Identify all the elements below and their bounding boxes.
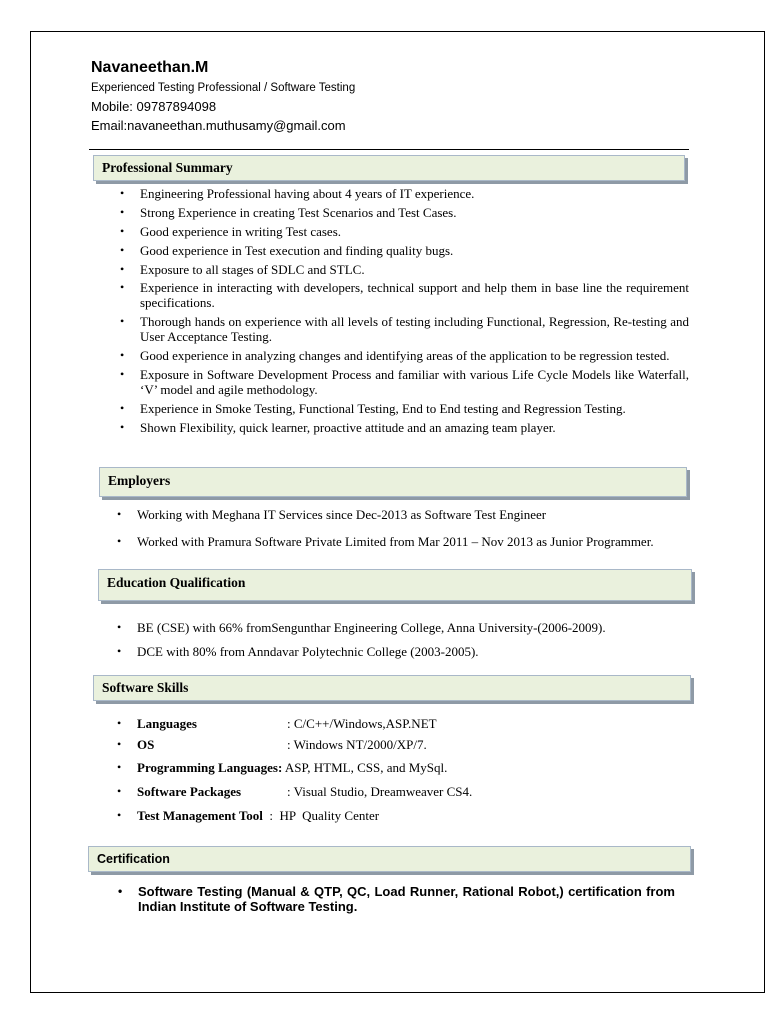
list-item: • Engineering Professional having about 4 years of IT experience.	[117, 186, 689, 201]
list-item: • DCE with 80% from Anndavar Polytechnic College (2003-2005).	[114, 644, 694, 659]
list-item: • Good experience in writing Test cases.	[117, 224, 689, 239]
list-item: • Strong Experience in creating Test Scenarios and Test Cases.	[117, 205, 689, 220]
candidate-title: Experienced Testing Professional / Software Testing	[91, 82, 356, 94]
resume-header	[91, 57, 355, 135]
email-address: Email:navaneethan.muthusamy@gmail.com	[91, 118, 346, 133]
candidate-name: Navaneethan.M	[91, 59, 209, 76]
skill-label: Software Packages	[137, 784, 242, 799]
list-item: • Shown Flexibility, quick learner, proactive attitude and an amazing team player.	[117, 420, 689, 435]
skill-row	[114, 808, 674, 823]
mobile-number: Mobile: 09787894098	[91, 99, 217, 114]
list-item: • BE (CSE) with 66% fromSengunthar Engineering College, Anna University-(2006-2009).	[114, 620, 694, 635]
list-item: • Worked with Pramura Software Private Limited from Mar 2011 – Nov 2013 as Junior Programmer.	[114, 534, 694, 549]
summary-list	[117, 186, 689, 439]
list-item: • Experience in interacting with developers, technical support and help them in base line the requirement specifications.	[117, 280, 689, 310]
skill-value: ASP, HTML, CSS, and MySql.	[282, 760, 448, 775]
skill-label: Programming Languages:	[137, 760, 283, 775]
list-item: • Exposure to all stages of SDLC and STLC.	[117, 262, 689, 277]
skill-row	[114, 716, 674, 731]
skill-value: : C/C++/Windows,ASP.NET	[287, 716, 437, 731]
section-heading-certification: Certification	[88, 846, 691, 872]
skill-label: Test Management Tool	[137, 808, 263, 823]
header-divider	[89, 149, 689, 150]
employers-list	[114, 507, 694, 561]
list-item: • Software Testing (Manual & QTP, QC, Load Runner, Rational Robot,) certification from Indian Institute of Software Testing.	[115, 884, 675, 914]
list-item: • Working with Meghana IT Services since Dec-2013 as Software Test Engineer	[114, 507, 694, 522]
section-heading-employers: Employers	[99, 467, 687, 497]
skill-value: : HP Quality Center	[262, 808, 380, 823]
skill-label: OS	[137, 737, 155, 752]
skill-row	[114, 737, 674, 752]
list-item: • Thorough hands on experience with all levels of testing including Functional, Regression, Re-testing and User Acceptance Testing.	[117, 314, 689, 344]
section-heading-education: Education Qualification	[98, 569, 692, 601]
skill-value: : Windows NT/2000/XP/7.	[287, 737, 427, 752]
skills-list	[114, 716, 674, 823]
list-item: • Good experience in analyzing changes and identifying areas of the application to be regression tested.	[117, 348, 689, 363]
skill-label: Languages	[137, 716, 197, 731]
education-list	[114, 620, 694, 668]
list-item: • Good experience in Test execution and finding quality bugs.	[117, 243, 689, 258]
certification-list	[115, 884, 675, 914]
skill-row	[114, 784, 674, 799]
list-item: • Experience in Smoke Testing, Functional Testing, End to End testing and Regression Testing.	[117, 401, 689, 416]
skill-row	[114, 760, 674, 775]
section-heading-summary: Professional Summary	[93, 155, 685, 181]
skill-value: : Visual Studio, Dreamweaver CS4.	[287, 784, 473, 799]
list-item: • Exposure in Software Development Process and familiar with various Life Cycle Models like Waterfall, ‘V’ model and agile methodology.	[117, 367, 689, 397]
section-heading-skills: Software Skills	[93, 675, 691, 701]
